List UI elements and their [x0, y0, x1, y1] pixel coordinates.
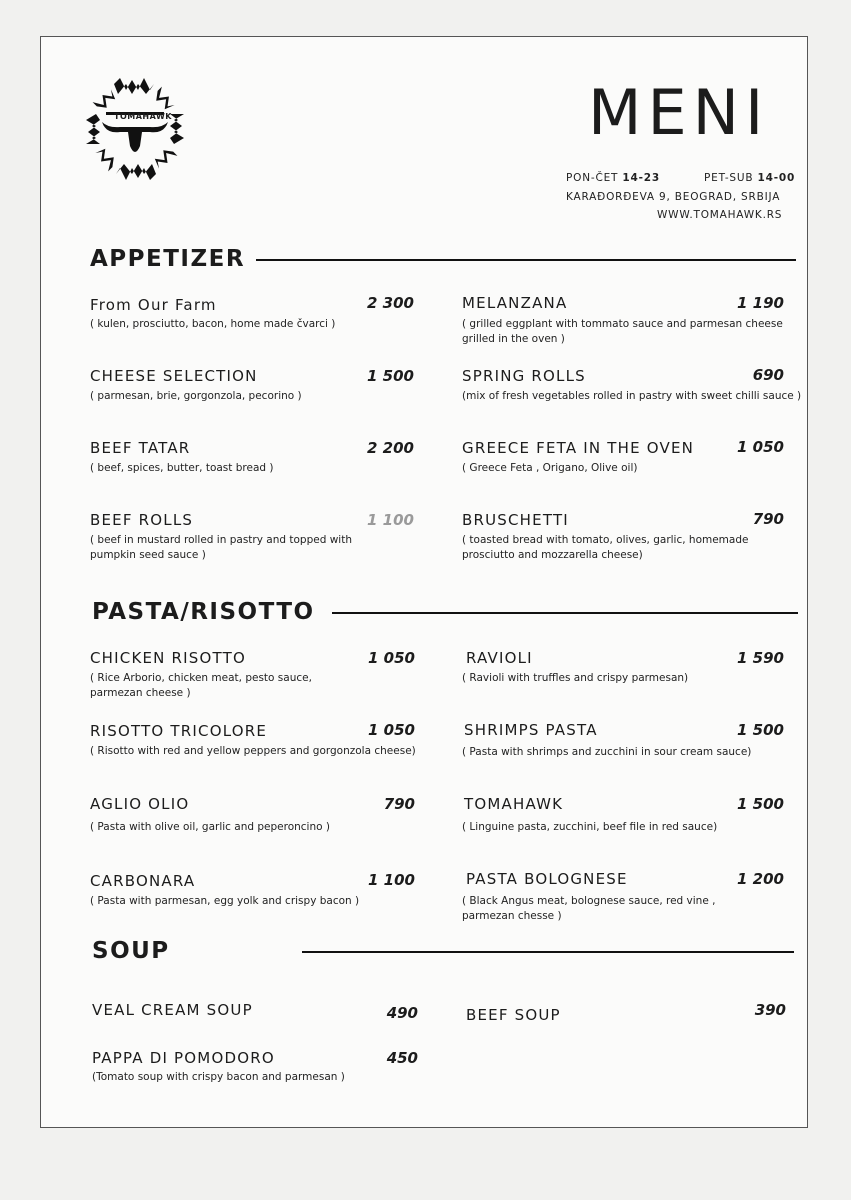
menu-item-desc: ( Pasta with parmesan, egg yolk and crispy bacon ) — [90, 895, 360, 907]
section-title-pasta: PASTA/RISOTTO — [92, 599, 315, 625]
menu-item-desc: ( Risotto with red and yellow peppers and gorgonzola cheese) — [90, 745, 416, 757]
menu-item-name: BEEF SOUP — [466, 1006, 561, 1024]
menu-item-price: 1 500 — [737, 721, 784, 739]
menu-item-price: 1 590 — [737, 649, 784, 667]
menu-item-name: BRUSCHETTI — [462, 511, 569, 529]
menu-item-price: 1 050 — [368, 649, 415, 667]
menu-item-price: 790 — [752, 510, 784, 528]
menu-item-price: 1 500 — [367, 367, 414, 385]
menu-item-name: TOMAHAWK — [464, 795, 564, 813]
menu-item-name: BEEF ROLLS — [90, 511, 194, 529]
menu-item-desc: ( Linguine pasta, zucchini, beef file in red sauce) — [462, 821, 718, 833]
menu-item-price: 690 — [752, 366, 784, 384]
menu-item-name: PASTA BOLOGNESE — [466, 870, 628, 888]
menu-item-desc: ( Black Angus meat, bolognese sauce, red vine , parmezan chesse ) — [462, 895, 716, 922]
menu-item-desc: ( Greece Feta , Origano, Olive oil) — [462, 462, 638, 474]
menu-item-name: AGLIO OLIO — [90, 795, 190, 813]
menu-item-name: From Our Farm — [90, 296, 217, 314]
menu-item-desc: ( parmesan, brie, gorgonzola, pecorino ) — [90, 390, 302, 402]
menu-item-desc: ( Ravioli with truffles and crispy parmesan) — [462, 672, 689, 684]
menu-item-desc: ( Rice Arborio, chicken meat, pesto sauce, parmezan cheese ) — [90, 672, 312, 699]
menu-item-name: PAPPA DI POMODORO — [92, 1049, 275, 1067]
menu-item-price: 1 200 — [737, 870, 784, 888]
address: KARAĐORĐEVA 9, BEOGRAD, SRBIJA — [566, 191, 781, 203]
section-divider — [302, 951, 794, 953]
section-title-appetizer: APPETIZER — [90, 246, 246, 272]
menu-item-name: CHICKEN RISOTTO — [90, 649, 246, 667]
logo-text: TOMAHAWK — [114, 112, 172, 121]
menu-item-price: 450 — [386, 1049, 418, 1067]
menu-item-name: MELANZANA — [462, 294, 568, 312]
menu-item-price: 790 — [383, 795, 415, 813]
menu-item-price: 490 — [386, 1004, 418, 1022]
tomahawk-logo — [80, 74, 190, 184]
menu-item-desc: ( kulen, prosciutto, bacon, home made čvarci ) — [90, 318, 336, 330]
menu-item-price: 1 050 — [368, 721, 415, 739]
menu-item-price: 1 190 — [737, 294, 784, 312]
menu-item-name: SPRING ROLLS — [462, 367, 586, 385]
menu-item-name: CARBONARA — [90, 872, 196, 890]
page-title: MENI — [588, 76, 770, 149]
menu-item-desc: ( toasted bread with tomato, olives, garlic, homemade prosciutto and mozzarella cheese) — [462, 534, 749, 561]
menu-item-name: VEAL CREAM SOUP — [92, 1001, 253, 1019]
menu-item-desc: (Tomato soup with crispy bacon and parmesan ) — [92, 1071, 345, 1083]
menu-item-name: RAVIOLI — [466, 649, 533, 667]
hours-weekday: PON-ČET 14-23 — [566, 172, 660, 184]
menu-item-price: 2 200 — [367, 439, 414, 457]
menu-item-name: BEEF TATAR — [90, 439, 191, 457]
menu-item-name: CHEESE SELECTION — [90, 367, 258, 385]
menu-item-name: RISOTTO TRICOLORE — [90, 722, 268, 740]
website[interactable]: WWW.TOMAHAWK.RS — [657, 209, 783, 221]
menu-item-name: GREECE FETA IN THE OVEN — [462, 439, 695, 457]
menu-item-desc: ( Pasta with shrimps and zucchini in sour cream sauce) — [462, 746, 752, 758]
menu-item-desc: ( beef, spices, butter, toast bread ) — [90, 462, 274, 474]
menu-item-desc: ( beef in mustard rolled in pastry and topped with pumpkin seed sauce ) — [90, 534, 352, 561]
hours-weekend: PET-SUB 14-00 — [704, 172, 796, 184]
menu-item-price: 1 100 — [367, 511, 414, 529]
section-divider — [256, 259, 796, 261]
section-title-soup: SOUP — [92, 938, 170, 964]
menu-item-price: 1 500 — [737, 795, 784, 813]
menu-item-desc: (mix of fresh vegetables rolled in pastry with sweet chilli sauce ) — [462, 390, 802, 402]
menu-item-desc: ( Pasta with olive oil, garlic and peperoncino ) — [90, 821, 330, 833]
section-divider — [332, 612, 798, 614]
menu-item-name: SHRIMPS PASTA — [464, 721, 598, 739]
menu-item-price: 390 — [754, 1001, 786, 1019]
menu-item-price: 1 100 — [368, 871, 415, 889]
menu-item-price: 2 300 — [367, 294, 414, 312]
menu-item-desc: ( grilled eggplant with tommato sauce and parmesan cheese grilled in the oven ) — [462, 318, 783, 345]
bull-head-icon — [80, 74, 190, 184]
menu-item-price: 1 050 — [737, 438, 784, 456]
